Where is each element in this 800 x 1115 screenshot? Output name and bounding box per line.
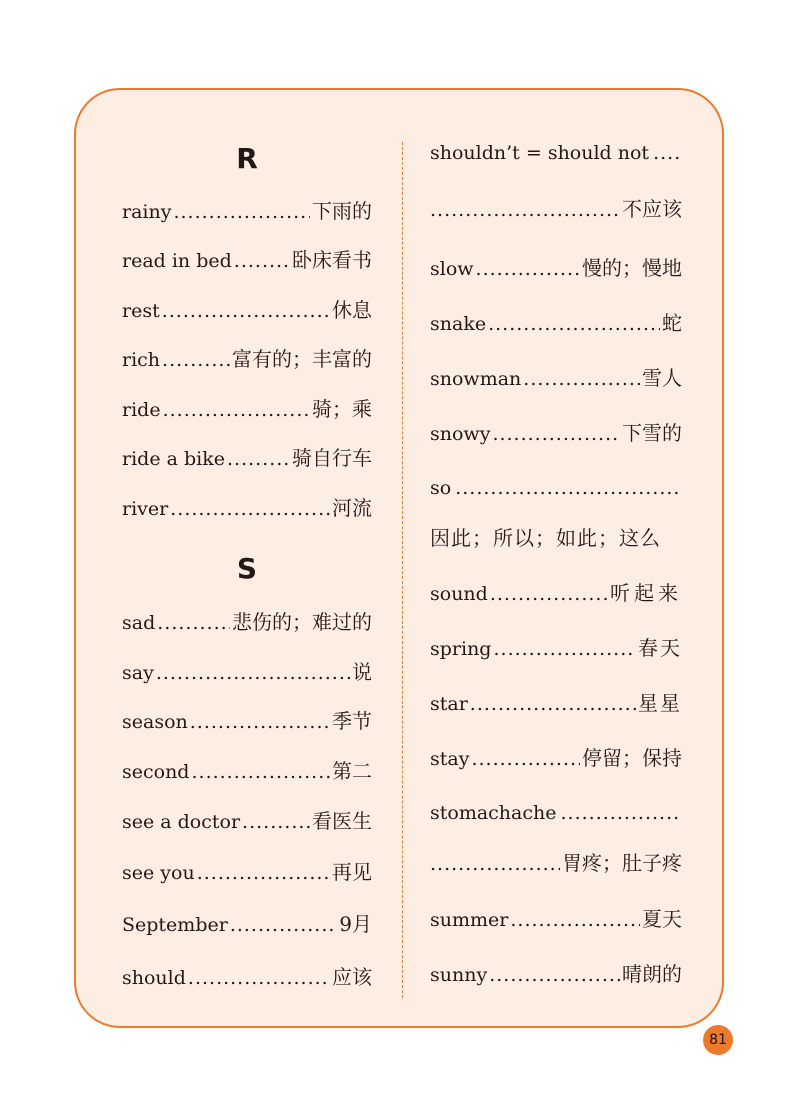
leader-dots [653,140,680,166]
vocab-entry [430,745,682,772]
vocabulary-card [74,88,724,1028]
entry-word: season [122,711,188,733]
leader-dots [197,860,330,886]
vocab-entry [122,445,372,472]
section-heading-s: S [236,552,258,585]
leader-dots [470,691,636,717]
vocab-entry [122,758,372,785]
leader-dots [156,660,350,686]
leader-dots [488,311,660,337]
vocab-entry [122,708,372,735]
column-divider [402,142,403,998]
entry-word: river [122,498,169,520]
section-heading-r: R [236,142,258,175]
entry-word: slow [430,258,474,280]
entry-word: snowman [430,368,522,390]
leader-dots [561,800,681,826]
entry-meaning-continuation: 因此；所以；如此；这么 [430,526,661,550]
vocab-entry [430,961,682,988]
entry-word: September [122,914,228,936]
vocab-entry [122,808,372,835]
vocab-entry [122,859,372,886]
vocab-entry [122,247,372,274]
entry-meaning: 说 [352,660,372,684]
entry-word: snake [430,313,487,335]
leader-dots [163,397,310,423]
leader-dots [234,248,290,274]
leader-dots [430,851,560,877]
vocab-entry [122,346,372,373]
leader-dots [523,366,640,392]
leader-dots [227,446,290,472]
entry-word: summer [430,909,509,931]
entry-meaning: 蛇 [662,311,682,335]
entry-meaning: 春天 [638,636,682,660]
vocab-entry [430,365,682,392]
vocab-entry [122,911,372,938]
entry-meaning: 看医生 [312,809,372,833]
entry-word: ride [122,399,161,421]
vocab-entry [122,964,372,991]
leader-dots [190,709,330,735]
leader-dots [162,347,230,373]
entry-meaning: 胃疼；肚子疼 [562,851,682,875]
vocab-entry [430,635,682,662]
entry-meaning: 停留；保持 [582,746,682,770]
leader-dots [162,298,330,324]
vocab-entry [430,690,682,717]
leader-dots [173,199,310,225]
entry-meaning: 再见 [332,860,372,884]
entry-meaning: 雪人 [642,366,682,390]
entry-word: should [122,967,186,989]
entry-word: read in bed [122,250,232,272]
entry-meaning: 9月 [339,912,372,936]
entry-meaning: 下雨的 [312,199,372,223]
leader-dots [455,475,680,501]
entry-meaning: 季节 [332,709,372,733]
leader-dots [471,746,580,772]
entry-meaning: 河流 [332,496,372,520]
leader-dots [242,809,310,835]
entry-word: stay [430,748,470,770]
page-number: 81 [703,1025,733,1055]
vocab-entry-wrapped [430,800,682,826]
vocab-entry [122,609,372,636]
entry-meaning: 卧床看书 [292,248,372,272]
leader-dots [157,610,230,636]
entry-meaning: 夏天 [642,907,682,931]
entry-meaning: 第二 [332,759,372,783]
leader-dots [492,421,620,447]
vocab-entry [430,310,682,337]
vocab-entry [122,659,372,686]
vocab-entry [122,495,372,522]
entry-word: snowy [430,423,491,445]
entry-meaning: 富有的；丰富的 [232,347,372,371]
entry-word: sunny [430,964,488,986]
entry-word: spring [430,638,492,660]
entry-meaning: 不应该 [622,197,682,221]
entry-meaning: 听起来 [610,581,682,605]
vocab-entry [430,580,682,607]
entry-word: second [122,761,190,783]
leader-dots [490,581,608,607]
leader-dots [170,496,330,522]
entry-word: stomachache [430,802,557,824]
leader-dots [430,197,620,223]
vocab-entry-wrapped [430,140,682,166]
entry-word: sound [430,583,488,605]
entry-meaning: 骑自行车 [292,446,372,470]
entry-word: star [430,693,468,715]
entry-meaning: 骑；乘 [312,397,372,421]
entry-word: see a doctor [122,811,241,833]
entry-word: say [122,662,154,684]
leader-dots [476,256,580,282]
entry-word: rest [122,300,160,322]
entry-meaning: 应该 [332,965,372,989]
leader-dots [191,759,330,785]
entry-word: sad [122,612,156,634]
entry-word: so [430,477,452,499]
entry-word: ride a bike [122,448,225,470]
vocab-entry [430,420,682,447]
vocab-entry [430,255,682,282]
entry-word: shouldn’t = should not [430,142,650,164]
vocab-entry [430,906,682,933]
leader-dots [230,912,337,938]
entry-word: rainy [122,201,172,223]
entry-meaning: 悲伤的；难过的 [232,610,372,634]
entry-meaning: 星星 [638,691,682,715]
vocab-entry [122,297,372,324]
leader-dots [493,636,636,662]
vocab-entry-continuation [430,196,682,223]
leader-dots [489,962,620,988]
vocab-entry [122,198,372,225]
entry-meaning: 下雪的 [622,421,682,445]
vocab-entry [122,396,372,423]
vocab-entry-continuation [430,850,682,877]
entry-meaning: 休息 [332,298,372,322]
entry-word: rich [122,349,161,371]
entry-meaning: 慢的；慢地 [582,256,682,280]
entry-meaning: 晴朗的 [622,962,682,986]
leader-dots [188,965,330,991]
entry-word: see you [122,862,195,884]
vocab-entry-wrapped [430,475,682,501]
leader-dots [510,907,640,933]
